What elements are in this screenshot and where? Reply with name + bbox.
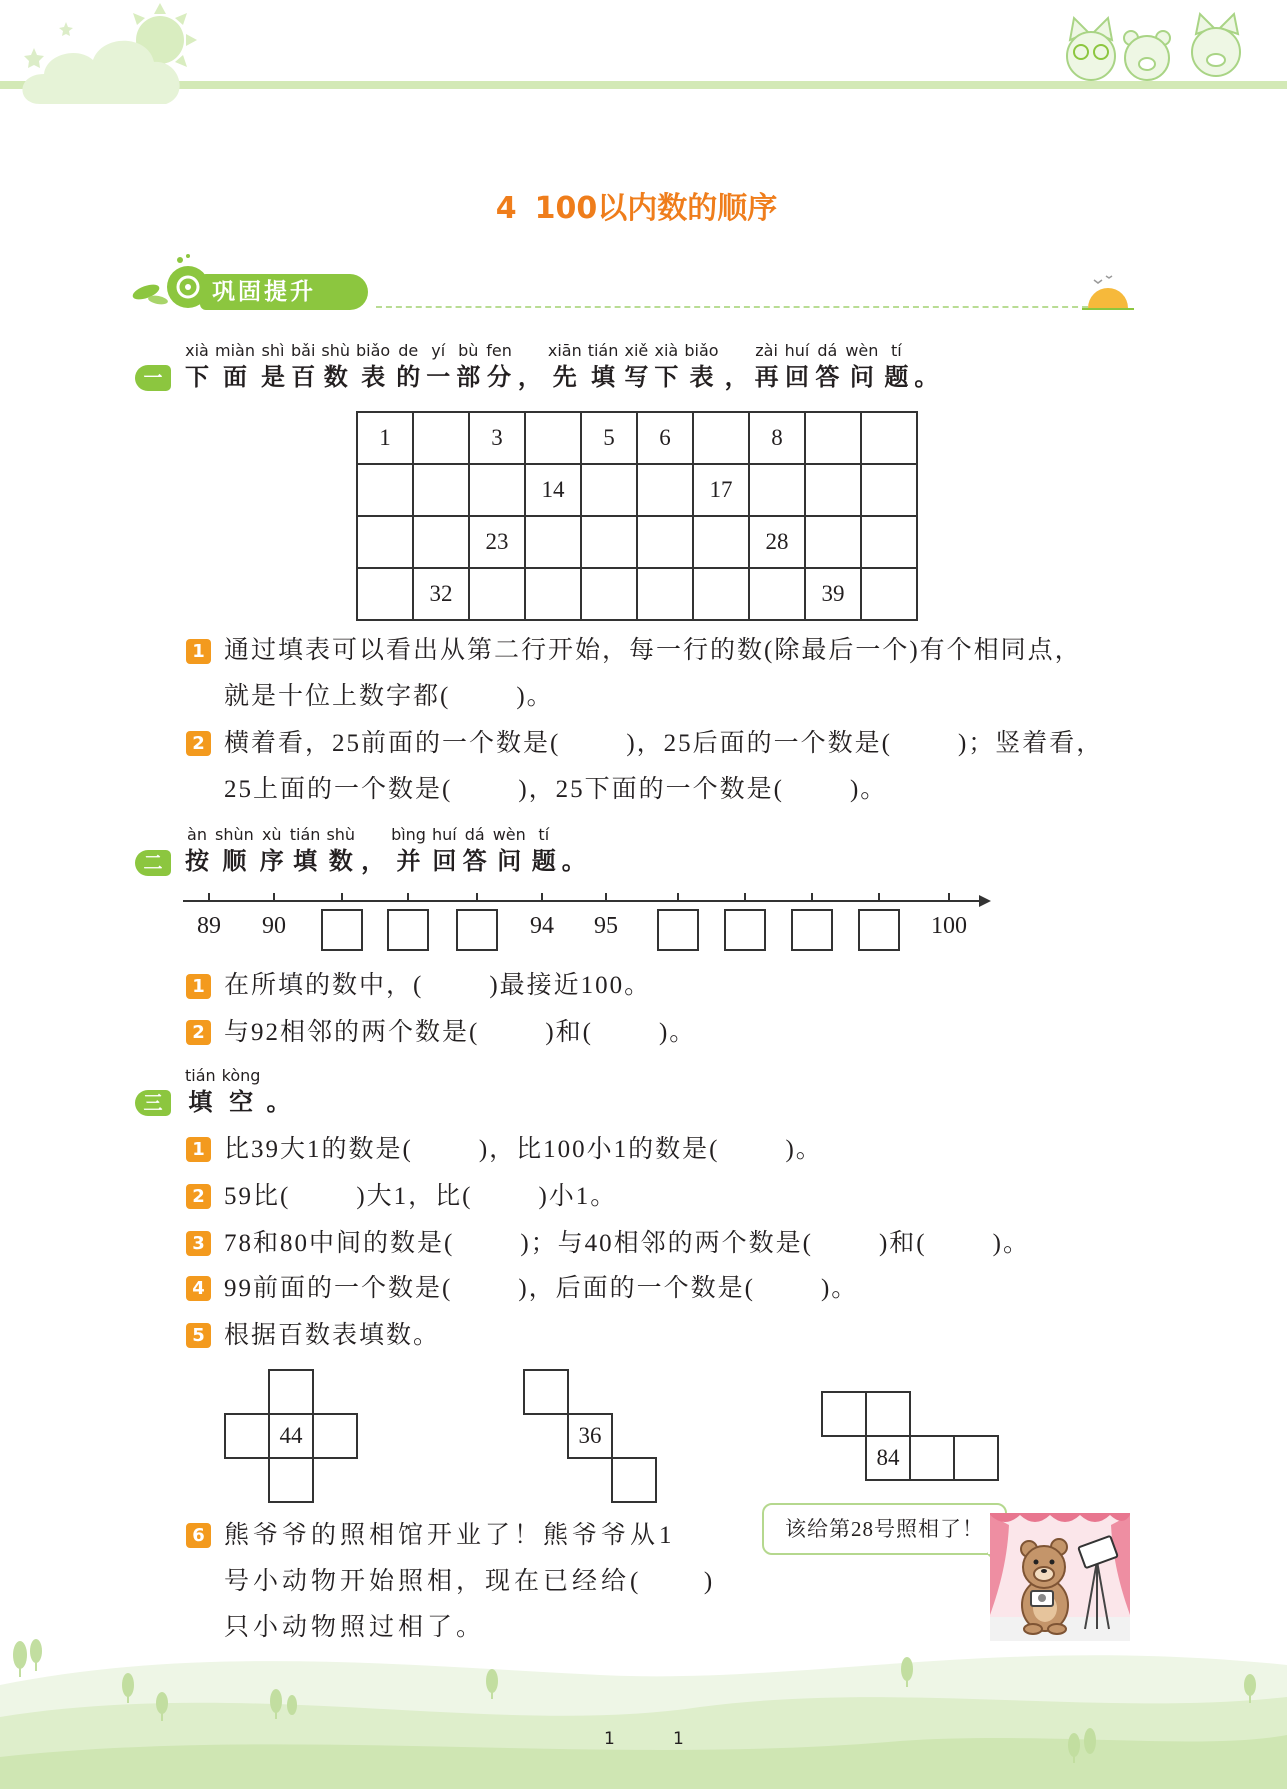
pinyin-syllable: àn xyxy=(187,825,207,844)
heading-char-group xyxy=(914,340,938,392)
heading-char: 答 xyxy=(462,847,487,875)
grid-cell-start: 84 xyxy=(865,1435,911,1481)
pinyin-syllable: wèn xyxy=(492,825,526,844)
heading-char-group xyxy=(326,824,355,876)
pinyin-syllable: miàn xyxy=(215,341,255,360)
section-banner: 巩固提升 xyxy=(200,274,368,310)
pinyin-syllable: shù xyxy=(326,825,356,844)
heading-char: 填 xyxy=(188,1088,213,1116)
heading-char-group xyxy=(725,340,749,392)
heading-char-group xyxy=(260,824,284,876)
pinyin-syllable: tí xyxy=(538,825,550,844)
header-decoration xyxy=(0,0,1287,120)
answer-box xyxy=(724,909,766,951)
heading-char: 分 xyxy=(487,363,512,391)
pinyin-syllable: xià xyxy=(654,341,679,360)
table-cell xyxy=(582,465,638,517)
answer-box xyxy=(321,909,363,951)
heading-char: 数 xyxy=(323,363,348,391)
heading-char-group xyxy=(755,340,779,392)
heading-char: 并 xyxy=(396,847,421,875)
speech-bubble xyxy=(762,1503,1007,1555)
pinyin-syllable: bìng xyxy=(391,825,426,844)
table-cell xyxy=(582,517,638,569)
heading-char-group xyxy=(624,340,648,392)
animal-faces-icon xyxy=(1067,14,1240,80)
section-label-2: 二 xyxy=(135,850,171,876)
grid-cell xyxy=(821,1391,867,1437)
heading-char: 下 xyxy=(185,363,209,391)
number-line-tick xyxy=(407,893,409,901)
answer-box xyxy=(387,909,429,951)
table-cell: 23 xyxy=(470,517,526,569)
divider-line xyxy=(376,306,1088,308)
table-cell xyxy=(750,465,806,517)
number-line-arrow-icon xyxy=(979,895,991,907)
pinyin-syllable: fen xyxy=(486,341,512,360)
heading-char: 百 xyxy=(291,363,316,391)
table-cell: 5 xyxy=(582,413,638,465)
number-line-tick xyxy=(605,893,607,901)
heading-char-group xyxy=(493,824,526,876)
pinyin-syllable: tián xyxy=(587,341,619,360)
question-text-line: 只小动物照过相了。 xyxy=(224,1614,486,1641)
question-text-line: 号小动物开始照相，现在已经给( ) xyxy=(224,1568,717,1595)
question-number-badge: 5 xyxy=(186,1323,211,1348)
pinyin-syllable: xiě xyxy=(624,341,649,360)
table-cell xyxy=(638,569,694,621)
table-cell xyxy=(638,517,694,569)
heading-char: 表 xyxy=(689,363,714,391)
table-cell xyxy=(862,517,918,569)
pinyin-syllable: tí xyxy=(891,341,902,360)
heading-char-group xyxy=(361,824,385,876)
heading-char: 表 xyxy=(361,363,386,391)
heading-char-group xyxy=(463,824,487,876)
answer-box xyxy=(657,909,699,951)
page-title xyxy=(0,189,1273,229)
heading-char-group xyxy=(785,340,810,392)
page-number: 1 xyxy=(673,1729,684,1749)
table-cell: 32 xyxy=(414,569,470,621)
heading-char: ， xyxy=(517,363,542,391)
heading-char-group xyxy=(266,1065,290,1117)
number-label: 95 xyxy=(594,913,618,939)
number-line-tick xyxy=(744,893,746,901)
number-line-tick xyxy=(476,893,478,901)
pinyin-syllable: kòng xyxy=(221,1066,261,1085)
table-cell: 39 xyxy=(806,569,862,621)
heading-char-group xyxy=(426,340,450,392)
heading-char: 顺 xyxy=(222,847,247,875)
pinyin-syllable: shì xyxy=(261,341,285,360)
heading-char: 。 xyxy=(914,363,939,391)
question-text-line: 与92相邻的两个数是( )和( )。 xyxy=(224,1019,697,1046)
table-cell xyxy=(414,465,470,517)
number-line-tick xyxy=(948,893,950,901)
heading-char-group xyxy=(356,340,390,392)
question-text-line: 25上面的一个数是( )，25下面的一个数是( )。 xyxy=(224,776,888,803)
question-number-badge: 2 xyxy=(186,1184,211,1209)
heading-char: 一 xyxy=(426,363,451,391)
question-number-badge: 6 xyxy=(186,1523,211,1548)
question-text-line: 59比( )大1，比( )小1。 xyxy=(224,1183,618,1210)
heading-char-group xyxy=(518,340,542,392)
heading-char-group xyxy=(884,340,908,392)
heading-char: 部 xyxy=(456,363,481,391)
heading-char-group xyxy=(291,340,315,392)
heading-char: 面 xyxy=(222,363,247,391)
section-heading-3 xyxy=(185,1065,296,1117)
question-number-badge: 1 xyxy=(186,639,211,664)
pinyin-syllable: biǎo xyxy=(356,341,391,360)
heading-char-group xyxy=(222,1065,261,1117)
heading-char-group xyxy=(588,340,619,392)
heading-char: 下 xyxy=(654,363,679,391)
heading-char-group xyxy=(548,340,582,392)
heading-char: 的 xyxy=(396,363,421,391)
heading-char: 。 xyxy=(561,847,586,875)
heading-char-group xyxy=(215,340,255,392)
pinyin-syllable: biǎo xyxy=(684,341,719,360)
table-cell: 1 xyxy=(358,413,414,465)
table-cell xyxy=(806,413,862,465)
table-cell: 14 xyxy=(526,465,582,517)
question-text-line: 在所填的数中，( )最接近100。 xyxy=(224,972,652,999)
number-line-tick xyxy=(341,893,343,901)
table-cell xyxy=(526,517,582,569)
table-cell xyxy=(862,465,918,517)
table-cell xyxy=(862,413,918,465)
star-icon xyxy=(59,22,73,36)
question-number-badge: 3 xyxy=(186,1231,211,1256)
heading-char-group xyxy=(815,340,839,392)
heading-char-group xyxy=(845,340,878,392)
heading-char-group xyxy=(684,340,718,392)
heading-char-group xyxy=(215,824,254,876)
number-line xyxy=(0,880,1287,960)
pinyin-syllable: shùn xyxy=(215,825,254,844)
lesson-title: 100以内数的顺序 xyxy=(534,191,778,226)
pinyin-syllable: zài xyxy=(755,341,778,360)
grid-cell-center: 36 xyxy=(567,1413,613,1459)
heading-char-group xyxy=(261,340,285,392)
grid-cell xyxy=(268,1369,314,1415)
question-number-badge: 4 xyxy=(186,1276,211,1301)
page-number: 1 xyxy=(604,1729,615,1749)
grid-cell xyxy=(523,1369,569,1415)
table-cell xyxy=(862,569,918,621)
bear-photographer-illustration xyxy=(985,1505,1135,1645)
table-cell xyxy=(806,517,862,569)
question-text-line: 横着看，25前面的一个数是( )，25后面的一个数是( )；竖着看， xyxy=(224,730,1104,757)
number-line-axis xyxy=(183,900,981,902)
table-cell xyxy=(358,465,414,517)
landscape-decoration xyxy=(0,1625,1287,1789)
question-text-line: 比39大1的数是( )，比100小1的数是( )。 xyxy=(224,1136,823,1163)
table-cell xyxy=(358,569,414,621)
question-number-badge: 2 xyxy=(186,1020,211,1045)
table-cell xyxy=(526,413,582,465)
heading-char-group xyxy=(486,340,512,392)
table-cell xyxy=(694,569,750,621)
grid-cell-center: 44 xyxy=(268,1413,314,1459)
pinyin-syllable: bù xyxy=(458,341,479,360)
pinyin-syllable: huí xyxy=(784,341,810,360)
heading-char: 。 xyxy=(266,1088,291,1116)
pinyin-syllable: wèn xyxy=(845,341,879,360)
table-cell xyxy=(526,569,582,621)
question-text-line: 就是十位上数字都( )。 xyxy=(224,683,554,710)
number-label: 89 xyxy=(197,913,221,939)
grid-cell xyxy=(953,1435,999,1481)
table-cell xyxy=(750,569,806,621)
answer-box xyxy=(791,909,833,951)
heading-char: 再 xyxy=(754,363,779,391)
pinyin-syllable: tián xyxy=(185,1066,216,1085)
pinyin-syllable: shù xyxy=(321,341,351,360)
heading-char: ， xyxy=(361,847,386,875)
pinyin-syllable: yí xyxy=(431,341,446,360)
number-line-tick xyxy=(677,893,679,901)
question-text-line: 熊爷爷的照相馆开业了！熊爷爷从1 xyxy=(224,1522,676,1549)
pinyin-syllable: huí xyxy=(431,825,457,844)
heading-char: 先 xyxy=(552,363,577,391)
table-cell: 6 xyxy=(638,413,694,465)
number-label: 90 xyxy=(262,913,286,939)
grid-cell xyxy=(909,1435,955,1481)
table-cell xyxy=(358,517,414,569)
table-cell: 28 xyxy=(750,517,806,569)
pinyin-syllable: de xyxy=(398,341,419,360)
number-line-tick xyxy=(811,893,813,901)
number-line-tick xyxy=(541,893,543,901)
heading-char: 问 xyxy=(849,363,874,391)
heading-char-group xyxy=(185,340,209,392)
table-cell: 3 xyxy=(470,413,526,465)
table-cell xyxy=(414,517,470,569)
question-text-line: 根据百数表填数。 xyxy=(224,1322,441,1349)
table-cell xyxy=(470,569,526,621)
heading-char-group xyxy=(532,824,556,876)
heading-char: 问 xyxy=(497,847,522,875)
table-cell xyxy=(694,517,750,569)
pinyin-syllable: bǎi xyxy=(290,341,316,360)
section-label-3: 三 xyxy=(135,1090,171,1116)
table-cell xyxy=(806,465,862,517)
section-heading-1 xyxy=(185,340,944,392)
heading-char-group xyxy=(185,1065,216,1117)
table-cell xyxy=(414,413,470,465)
pinyin-syllable: tián xyxy=(289,825,321,844)
star-icon xyxy=(24,48,44,68)
heading-char: 序 xyxy=(259,847,284,875)
number-label: 100 xyxy=(931,913,967,939)
table-cell xyxy=(694,413,750,465)
heading-char: 回 xyxy=(432,847,457,875)
heading-char: 题 xyxy=(531,847,556,875)
heading-char-group xyxy=(290,824,321,876)
question-number-badge: 1 xyxy=(186,1137,211,1162)
pinyin-syllable: xià xyxy=(185,341,209,360)
number-label: 94 xyxy=(530,913,554,939)
heading-char-group xyxy=(185,824,209,876)
table-cell xyxy=(470,465,526,517)
grid-cell xyxy=(611,1457,657,1503)
heading-char-group xyxy=(396,340,420,392)
pinyin-syllable: xù xyxy=(261,825,282,844)
number-line-tick xyxy=(208,893,210,901)
question-text-line: 78和80中间的数是( )；与40相邻的两个数是( )和( )。 xyxy=(224,1230,1030,1257)
table-cell: 8 xyxy=(750,413,806,465)
grid-cell xyxy=(865,1391,911,1437)
heading-char: 按 xyxy=(185,847,209,875)
heading-char-group xyxy=(432,824,457,876)
answer-box xyxy=(456,909,498,951)
lesson-number: 4 xyxy=(495,191,517,226)
section-label-1: 一 xyxy=(135,365,171,391)
grid-cell xyxy=(312,1413,358,1459)
heading-char-group xyxy=(321,340,350,392)
pinyin-syllable: xiān xyxy=(547,341,582,360)
hundred-chart-table xyxy=(356,411,918,621)
speech-bubble-text: 该给第28号照相了！ xyxy=(785,1517,984,1541)
heading-char: 填 xyxy=(591,363,616,391)
table-cell xyxy=(582,569,638,621)
question-number-badge: 2 xyxy=(186,731,211,756)
heading-char-group xyxy=(456,340,480,392)
heading-char: 数 xyxy=(328,847,353,875)
heading-char-group xyxy=(654,340,678,392)
heading-char-group xyxy=(391,824,426,876)
question-number-badge: 1 xyxy=(186,974,211,999)
number-line-tick xyxy=(878,893,880,901)
heading-char: 回 xyxy=(784,363,809,391)
heading-char: 填 xyxy=(293,847,318,875)
answer-box xyxy=(858,909,900,951)
heading-char: 空 xyxy=(229,1088,254,1116)
heading-char: ， xyxy=(724,363,749,391)
pinyin-syllable: dá xyxy=(817,341,838,360)
grid-cell xyxy=(268,1457,314,1503)
question-text-line: 99前面的一个数是( )，后面的一个数是( )。 xyxy=(224,1275,859,1302)
heading-char-group xyxy=(562,824,586,876)
table-cell xyxy=(638,465,694,517)
table-cell: 17 xyxy=(694,465,750,517)
heading-char: 写 xyxy=(624,363,649,391)
heading-char: 答 xyxy=(815,363,840,391)
section-heading-2 xyxy=(185,824,592,876)
grid-cell xyxy=(224,1413,270,1459)
number-line-tick xyxy=(273,893,275,901)
pinyin-syllable: dá xyxy=(464,825,485,844)
question-text-line: 通过填表可以看出从第二行开始，每一行的数(除最后一个)有个相同点， xyxy=(224,637,1082,664)
heading-char: 题 xyxy=(884,363,909,391)
sunset-icon xyxy=(1080,272,1136,316)
heading-char: 是 xyxy=(260,363,285,391)
